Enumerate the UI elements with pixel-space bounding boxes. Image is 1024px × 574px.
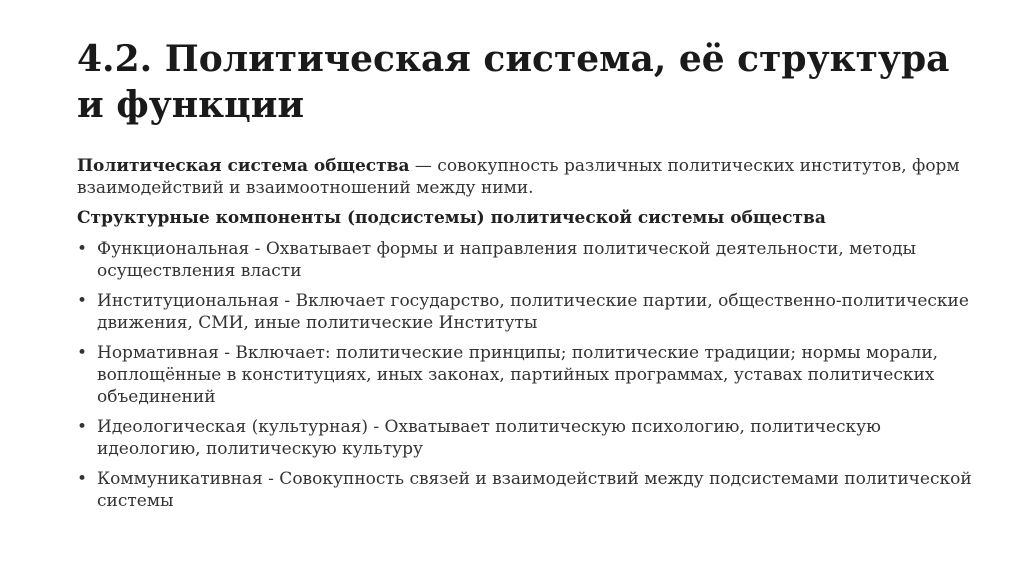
components-list	[77, 238, 977, 512]
bullet-icon: •	[77, 291, 88, 311]
bullet-icon: •	[77, 469, 88, 489]
list-item-text: Функциональная - Охватывает формы и направления политической деятельности, методы осуществления власти	[97, 239, 917, 281]
list-item	[77, 290, 977, 334]
list-item	[77, 342, 977, 408]
bullet-icon: •	[77, 239, 88, 259]
bullet-icon: •	[77, 343, 88, 363]
list-item	[77, 416, 977, 460]
list-item-text: Коммуникативная - Совокупность связей и взаимодействий между подсистемами политической системы	[97, 469, 972, 511]
list-item-text: Идеологическая (культурная) - Охватывает политическую психологию, политическую идеологию, политическую культуру	[97, 417, 881, 459]
list-item-text: Нормативная - Включает: политические принципы; политические традиции; нормы морали, воплощённые в конституциях, иных законах, партийных программах, уставах политических объединений	[97, 343, 939, 407]
list-item	[77, 468, 977, 512]
definition-term: Политическая система общества	[77, 156, 410, 176]
list-item	[77, 238, 977, 282]
components-subheading: Структурные компоненты (подсистемы) политической системы общества	[77, 208, 826, 228]
bullet-icon: •	[77, 417, 88, 437]
slide-content	[77, 155, 977, 520]
list-item-text: Институциональная - Включает государство, политические партии, общественно-политические движения, СМИ, иные политические Институты	[97, 291, 969, 333]
slide-title: 4.2. Политическая система, её структура и функции	[77, 38, 950, 126]
definition-text: — совокупность различных политических институтов, форм взаимодействий и взаимоотношений между ними.	[77, 156, 960, 198]
definition-paragraph	[77, 155, 977, 199]
